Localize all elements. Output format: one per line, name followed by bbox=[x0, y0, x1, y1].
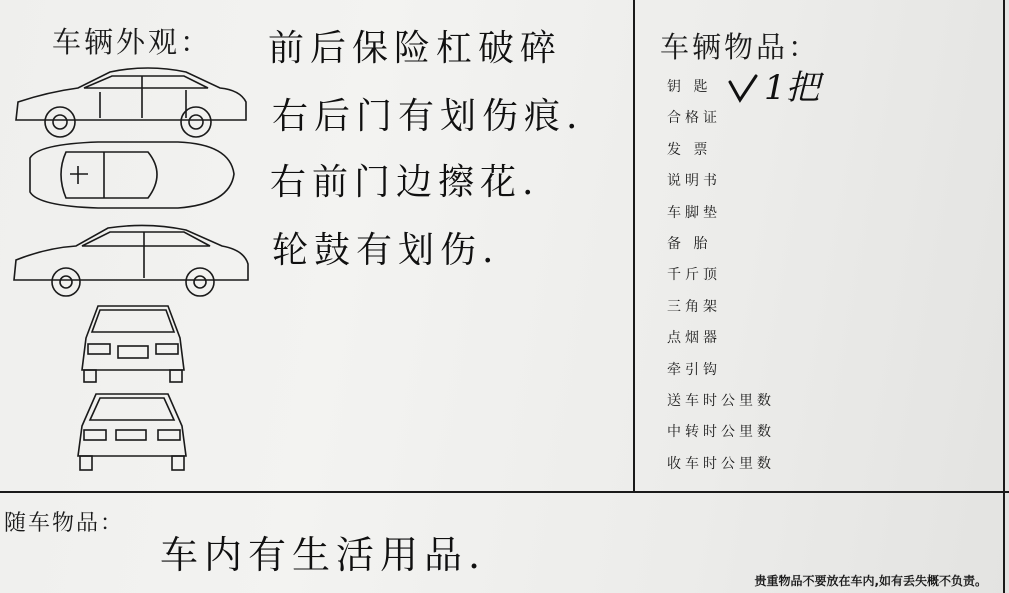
list-item: 牵引钩 bbox=[667, 361, 721, 378]
list-item: 钥 匙 bbox=[667, 79, 712, 95]
vehicle-items-list bbox=[667, 72, 775, 480]
list-item: 千斤顶 bbox=[667, 267, 721, 284]
car-rear-view-icon bbox=[78, 394, 186, 470]
items-title: 车辆物品： bbox=[660, 30, 821, 64]
exterior-title: 车辆外观： bbox=[52, 25, 213, 59]
key-quantity-note: 1把 bbox=[764, 68, 820, 108]
car-top-view-icon bbox=[30, 142, 234, 208]
list-item: 点烟器 bbox=[667, 330, 721, 347]
list-item: 说明书 bbox=[667, 173, 721, 190]
car-front-view-icon bbox=[82, 306, 184, 382]
exterior-note-1: 前后保险杠破碎 bbox=[268, 28, 563, 69]
list-item: 三角架 bbox=[667, 298, 721, 315]
list-item: 发 票 bbox=[667, 141, 712, 158]
vertical-divider bbox=[633, 0, 635, 492]
accompanying-note: 车内有生活用品. bbox=[160, 533, 487, 577]
list-item: 备 胎 bbox=[667, 235, 712, 252]
exterior-note-4: 轮鼓有划伤. bbox=[272, 230, 500, 271]
disclaimer-notice: 贵重物品不要放在车内,如有丢失概不负责。 bbox=[754, 574, 987, 588]
list-item: 中转时公里数 bbox=[667, 424, 775, 441]
list-item: 送车时公里数 bbox=[667, 392, 775, 409]
car-side-view-alt-icon bbox=[14, 225, 248, 296]
exterior-note-3: 右前门边擦花. bbox=[270, 162, 540, 203]
car-side-view-icon bbox=[16, 68, 246, 137]
accompanying-title: 随车物品： bbox=[4, 511, 125, 536]
car-outline-diagrams bbox=[8, 52, 253, 477]
list-item: 车脚垫 bbox=[667, 204, 721, 221]
horizontal-divider bbox=[0, 491, 1009, 493]
right-border bbox=[1003, 0, 1005, 593]
exterior-note-2: 右后门有划伤痕. bbox=[272, 96, 584, 137]
list-item: 收车时公里数 bbox=[667, 455, 775, 472]
list-item: 合格证 bbox=[667, 110, 721, 127]
